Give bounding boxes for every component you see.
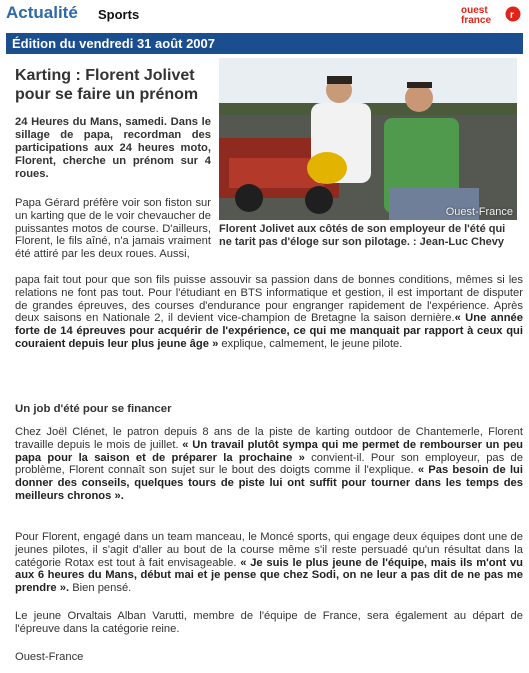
paragraph-2 bbox=[15, 426, 523, 503]
article-source: Ouest-France bbox=[15, 651, 84, 663]
subheading: Un job d'été pour se financer bbox=[15, 403, 172, 415]
header-bar bbox=[0, 0, 529, 30]
svg-text:france: france bbox=[461, 15, 492, 25]
photo-caption: Florent Jolivet aux côtés de son employeur de l'été qui ne tarit pas d'éloge sur son pilotage. : Jean-Luc Chevy bbox=[219, 223, 506, 248]
paragraph-1-start: Papa Gérard préfère voir son fiston sur un karting que de le voir chevaucher de puissantes motos de course. D'ailleurs, Florent, le fils aîné, n'a jamais vraiment été attiré par les deux roues. Aussi, bbox=[15, 197, 211, 261]
quote-3: « Pas besoin de lui donner des conseils, quelques tours de piste lui ont suffit pour tourner dans les temps des meilleurs chronos ». bbox=[15, 464, 523, 502]
section-link[interactable]: Actualité bbox=[6, 3, 78, 22]
paragraph-2-text-a: Chez Joël Clénet, le patron depuis 8 ans de la piste de karting outdoor de Chantemerle, Florent travaille depuis le mois de juillet. bbox=[15, 426, 523, 451]
photo-watermark: Ouest-France bbox=[445, 206, 513, 218]
svg-text:ouest: ouest bbox=[461, 5, 488, 16]
paragraph-4: Le jeune Orvaltais Alban Varutti, membre de l'équipe de France, sera également au départ de l'épreuve dans la catégorie reine. bbox=[15, 610, 523, 635]
ouest-france-logo[interactable] bbox=[460, 3, 522, 25]
article-title: Karting : Florent Jolivet pour se faire un prénom bbox=[15, 67, 199, 103]
quote-2: « Un travail plutôt sympa qui me permet de rembourser un peu papa pour la saison et de préparer la prochaine » bbox=[15, 438, 523, 464]
svg-text:r: r bbox=[510, 10, 514, 21]
paragraph-3 bbox=[15, 531, 523, 595]
article-lead: 24 Heures du Mans, samedi. Dans le sillage de papa, recordman des participations aux 24 heures moto, Florent, cherche un prénom sur 4 roues. bbox=[15, 116, 211, 180]
photo-illustration bbox=[219, 58, 517, 220]
edition-bar: Édition du vendredi 31 août 2007 bbox=[6, 33, 523, 54]
article-photo bbox=[219, 58, 517, 220]
paragraph-1-end: explique, calmement, le jeune pilote. bbox=[218, 337, 403, 350]
subsection-link[interactable]: Sports bbox=[98, 7, 140, 22]
paragraph-3-text-a: Pour Florent, engagé dans un team manceau, le Moncé sports, qui engage deux équipes dont une de jeunes pilotes, il s'agit d'aller au bout de la course même s'il reste persuadé qu'un résultat dans la catégorie Rotax est tout à fait envisageable. bbox=[15, 531, 523, 569]
quote-4: « Je suis le plus jeune de l'équipe, mais ils m'ont vu aux 6 heures du Mans, début mai et je pense que chez Sodi, on ne leur a pas dit de ne pas me prendre ». bbox=[15, 556, 523, 595]
paragraph-1-text: papa fait tout pour que son fils puisse assouvir sa passion dans de bonnes conditions, mêmes si les relations ne font pas tout. Pour l'étudiant en BTS informatique et gestion, il est important de disputer de grandes épreuves, des courses d'endurance pour engranger rapidement de l'expérience. Après deux saisons en Nationale 2, il devient vice-champion de Bretagne la saison dernière. bbox=[15, 274, 523, 325]
quote-1: « Une année forte de 14 épreuves pour acquérir de l'expérience, ce qui me manquait par rapport à ceux qui couraient depuis leur plus jeune âge » bbox=[15, 312, 523, 350]
paragraph-1-continued bbox=[15, 274, 523, 351]
paragraph-2-text-b: convient-il. Pour son employeur, pas de problème, Florent connaît son sujet sur le bout des doigts comme il l'explique. bbox=[15, 451, 523, 477]
paragraph-3-text-b: Bien pensé. bbox=[69, 582, 132, 595]
